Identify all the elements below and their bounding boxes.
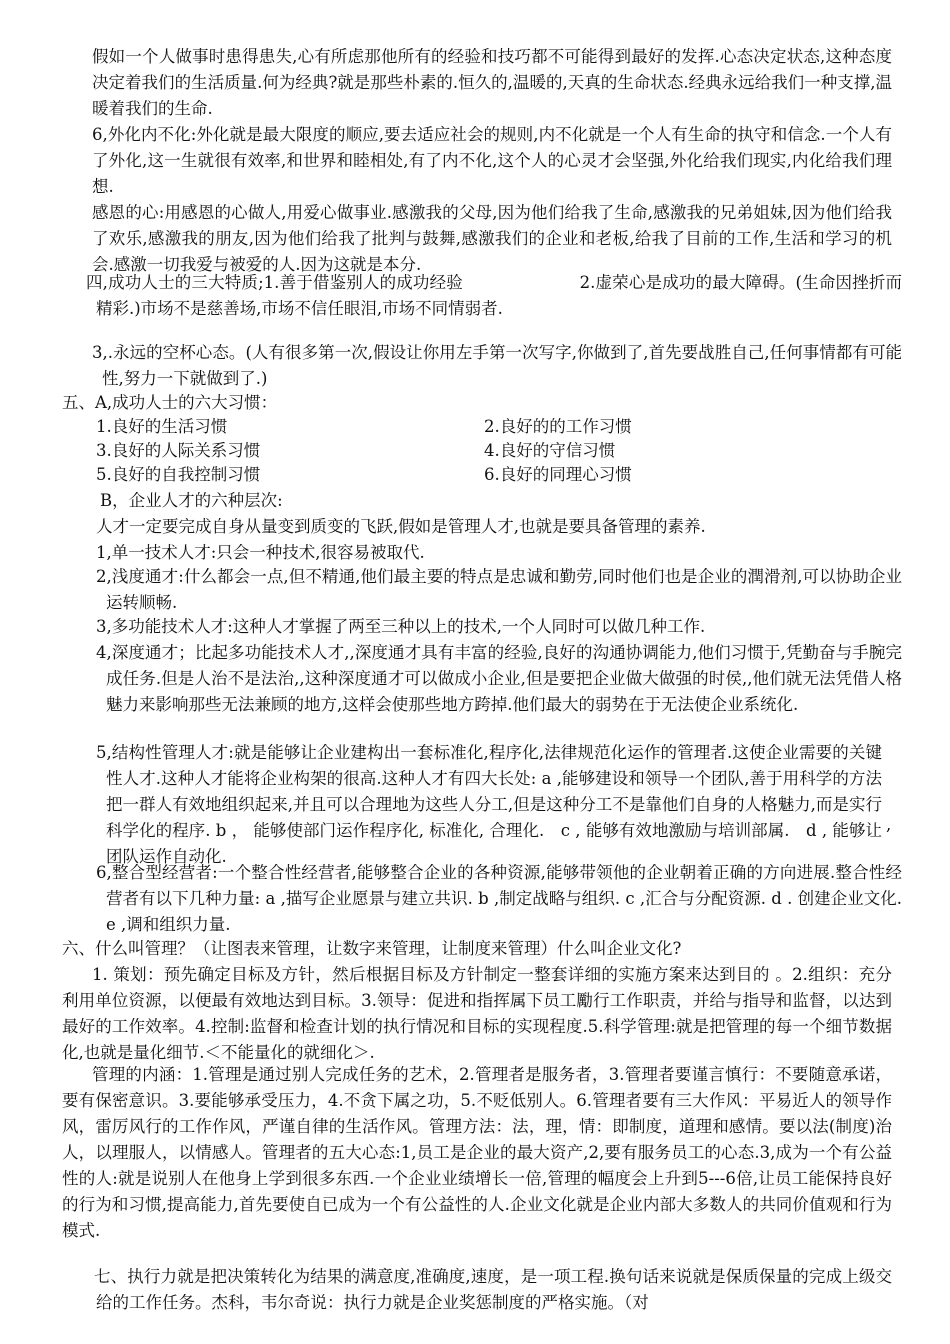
- habit-item: 1.良好的生活习惯: [96, 417, 228, 436]
- talent-level-6: 6,整合型经营者:一个整合性经营者,能够整合企业的各种资源,能够带领他的企业朝着正确的方向进展.整合性经营者有以下几种力量: a ,描写企业愿景与建立共识. b ,制定战略与组织. c ,汇合与分配资源. d . 创建企业文化. e ,调和组织力量.: [96, 863, 902, 934]
- habit-item: 5.良好的自我控制习惯: [96, 465, 261, 484]
- paragraph-outer-inner: 6,外化内不化:外化就是最大限度的顺应,要去适应社会的规则,内不化就是一个人有生命的执守和信念.一个人有了外化,这一生就很有效率,和世界和睦相处,有了内不化,这个人的心灵才会坚强,外化给我们现实,内化给我们理想.: [92, 125, 892, 196]
- paragraph-gratitude: 感恩的心:用感恩的心做人,用爱心做事业.感激我的父母,因为他们给我了生命,感激我的兄弟姐妹,因为他们给我了欢乐,感激我的朋友,因为他们给我了批判与鼓舞,感激我们的企业和老板,给我了目前的工作,生活和学习的机会.感激一切我爱与被爱的人.因为这就是本分.: [92, 203, 892, 274]
- talent-level-5: 5,结构性管理人才:就是能够让企业建构出一套标准化,程序化,法律规范化运作的管理者.这使企业需要的关键性人才.这种人才能将企业构架的很高.这种人才有四大长处: a ,能够建设和领导一个团队,善于用科学的方法把一群人有效地组织起来,并且可以合理地为这些人分工,但是这种分工不是靠他们自身的人格魅力,而是实行科学化的程序. b ， 能够使部门运作程序化, 标准化, 合理化. c , 能够有效地激励与培训部属. d , 能够让团队运作自动化.: [96, 743, 882, 866]
- habit-item: 4.良好的守信习惯: [484, 441, 616, 460]
- paragraph-mindset: 假如一个人做事时患得患失,心有所虑那他所有的经验和技巧都不可能得到最好的发挥.心态决定状态,这种态度决定着我们的生活质量.何为经典?就是那些朴素的.恒久的,温暖的,天真的生命状态.经典永远给我们一种支撑,温暖着我们的生命.: [92, 47, 892, 118]
- management-functions: 1. 策划：预先确定目标及方针，然后根据目标及方针制定一整套详细的实施方案来达到目的 。2.组织：充分利用单位资源，以便最有效地达到目标。3.领导：促进和指挥属下员工勵行工作职责，并给与指导和监督，以达到最好的工作效率。4.控制:监督和检查计划的执行情况和目标的实现程度.5.科学管理:就是把管理的每一个细节数据化,也就是量化细节.＜不能量化的就细化＞.: [62, 965, 892, 1062]
- talent-levels-heading: B，企业人才的六种层次:: [100, 491, 283, 510]
- stray-comma: ,: [886, 815, 892, 834]
- management-essence: 管理的内涵：1.管理是通过别人完成任务的艺术，2.管理者是服务者，3.管理者要谨言慎行：不要随意承诺，要有保密意识。3.要能够承受压力，4.不贪下属之功，5.不贬低别人。6.管理者要有三大作风：平易近人的领导作风，雷厉风行的工作作风，严谨自律的生活作风。管理方法：法，理，情：即制度，道理和感情。要以法(制度)治人，以理服人，以情感人。管理者的五大心态:1,员工是企业的最大资产,2,要有服务员工的心态.3,成为一个有公益性的人:就是说别人在他身上学到很多东西.一个企业业绩增长一倍,管理的幅度会上升到5---6倍,让员工能保持良好的行为和习惯,提高能力,首先要使自已成为一个有公益性的人.企业文化就是企业内部大多数人的共同价值观和行为模式.: [62, 1065, 892, 1240]
- section-four-traits: 四,成功人士的三大特质;1.善于借鉴别人的成功经验 2.虚荣心是成功的最大障碍。(生命因挫折而精彩.)市场不是慈善场,市场不信任眼泪,市场不同情弱者.: [86, 273, 902, 318]
- habit-item: 6.良好的同理心习惯: [484, 465, 632, 484]
- talent-level-1: 1,单一技术人才:只会一种技术,很容易被取代.: [96, 543, 425, 562]
- section-seven-execution: 七、执行力就是把决策转化为结果的满意度,准确度,速度，是一项工程.换句话来说就是保质保量的完成上级交给的工作任务。杰科，韦尔奇说：执行力就是企业奖惩制度的严格实施。（对: [94, 1267, 892, 1312]
- section-six-heading: 六、什么叫管理？（让图表来管理，让数字来管理，让制度来管理）什么叫企业文化?: [62, 939, 682, 958]
- trait-three-empty-cup: 3,.永远的空杯心态。(人有很多第一次,假设让你用左手第一次写字,你做到了,首先要战胜自己,任何事情都有可能性,努力一下就做到了.): [92, 343, 902, 388]
- talent-level-2: 2,浅度通才:什么都会一点,但不精通,他们最主要的特点是忠诚和勤劳,同时他们也是企业的潤滑剂,可以协助企业运转顺畅.: [96, 567, 902, 612]
- talent-intro: 人才一定要完成自身从量变到质变的飞跃,假如是管理人才,也就是要具备管理的素养.: [96, 517, 706, 536]
- section-five-heading: 五、A,成功人士的六大习惯：: [62, 393, 278, 412]
- habit-item: 3.良好的人际关系习惯: [96, 441, 261, 460]
- talent-level-4: 4,深度通才；比起多功能技术人才,,深度通才具有丰富的经验,良好的沟通协调能力,他们习惯于,凭勤奋与手腕完成任务.但是人治不是法治,,这种深度通才可以做成小企业,但是要把企业做大做强的时侯,,他们就无法凭借人格魅力来影响那些无法兼顾的地方,这样会使那些地方跨掉.他们最大的弱势在于无法使企业系统化.: [96, 643, 902, 714]
- talent-level-3: 3,多功能技术人才:这种人才掌握了两至三种以上的技术,一个人同时可以做几种工作.: [96, 617, 706, 636]
- habit-item: 2.良好的的工作习惯: [484, 417, 632, 436]
